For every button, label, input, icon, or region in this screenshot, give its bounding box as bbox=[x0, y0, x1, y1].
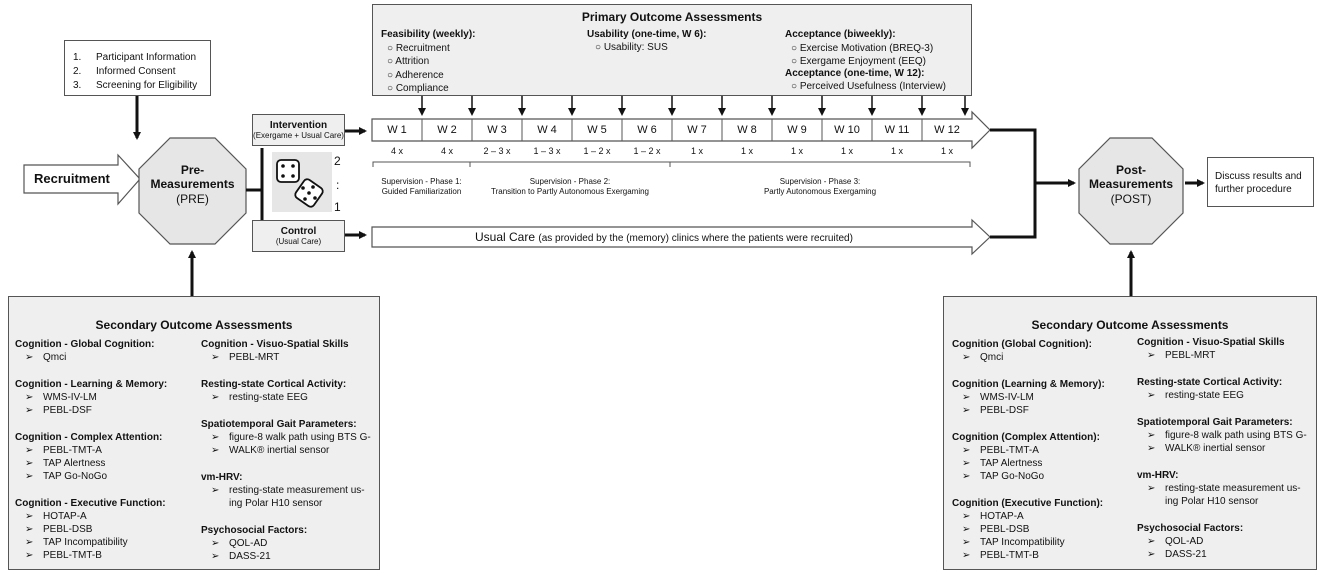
secondary-item: figure-8 walk path using BTS G- bbox=[229, 432, 371, 443]
control-box bbox=[252, 220, 345, 252]
secondary-item: TAP Alertness bbox=[43, 458, 106, 469]
pre-octagon bbox=[139, 138, 246, 244]
secondary-group-heading: Cognition (Complex Attention): bbox=[952, 432, 1100, 443]
control-label: Control bbox=[280, 226, 317, 237]
week-frequency: 1 x bbox=[690, 146, 703, 156]
discuss-results-label: Discuss results and further procedure bbox=[1215, 171, 1302, 195]
step-label: Participant Information bbox=[96, 52, 197, 63]
post-octagon bbox=[1079, 138, 1183, 244]
secondary-item: PEBL-DSB bbox=[980, 524, 1030, 535]
week-label: W 7 bbox=[687, 124, 707, 136]
bullet-arrow-icon: ➢ bbox=[962, 550, 971, 561]
secondary-item: TAP Alertness bbox=[980, 458, 1043, 469]
week-frequency: 1 – 2 x bbox=[583, 146, 611, 156]
secondary-item: HOTAP-A bbox=[43, 511, 87, 522]
phase-2-label: Supervision - Phase 2: Transition to Partly Autonomous Exergaming bbox=[490, 177, 649, 196]
bullet-arrow-icon: ➢ bbox=[25, 524, 34, 535]
secondary-item: PEBL-DSF bbox=[43, 405, 92, 416]
secondary-title-left: Secondary Outcome Assessments bbox=[95, 318, 293, 332]
bullet-arrow-icon: ➢ bbox=[25, 458, 34, 469]
step-number: 2. bbox=[73, 66, 82, 77]
pre-measurements-sub: (PRE) bbox=[176, 192, 209, 206]
week-label: W 2 bbox=[437, 124, 457, 136]
secondary-group-heading: Cognition (Executive Function): bbox=[952, 498, 1104, 509]
secondary-group-heading: Resting-state Cortical Activity: bbox=[1137, 377, 1283, 388]
week-label: W 8 bbox=[737, 124, 757, 136]
secondary-item: resting-state EEG bbox=[229, 392, 308, 403]
week-frequency: 1 x bbox=[740, 146, 753, 156]
week-label: W 11 bbox=[884, 124, 910, 136]
bullet-arrow-icon: ➢ bbox=[211, 445, 220, 456]
intervention-box bbox=[252, 114, 345, 146]
secondary-item: PEBL-TMT-A bbox=[980, 445, 1039, 456]
bullet-arrow-icon: ➢ bbox=[211, 432, 220, 443]
primary-outcome-box bbox=[372, 4, 972, 96]
week-label: W 3 bbox=[487, 124, 507, 136]
secondary-item: HOTAP-A bbox=[980, 511, 1024, 522]
usability-heading: Usability (one-time, W 6): bbox=[587, 29, 707, 40]
recruitment-label: Recruitment bbox=[34, 171, 110, 186]
feasibility-heading: Feasibility (weekly): bbox=[381, 29, 476, 40]
bullet-arrow-icon: ➢ bbox=[25, 511, 34, 522]
secondary-group-heading: Cognition - Visuo-Spatial Skills bbox=[1137, 337, 1285, 348]
bullet-arrow-icon: ➢ bbox=[25, 352, 34, 363]
feasibility-list: ○ Recruitment ○ Attrition ○ Adherence ○ Compliance bbox=[387, 43, 450, 95]
secondary-group-heading: Resting-state Cortical Activity: bbox=[201, 379, 347, 390]
phase-3-label: Supervision - Phase 3: Partly Autonomous Exergaming bbox=[763, 177, 877, 196]
secondary-item: TAP Go-NoGo bbox=[43, 471, 108, 482]
week-frequency: 1 x bbox=[790, 146, 803, 156]
bullet-arrow-icon: ➢ bbox=[1147, 390, 1156, 401]
acceptance-biweekly-list: ○ Exercise Motivation (BREQ-3) ○ Exergame Enjoyment (EEQ) bbox=[791, 43, 934, 68]
bullet-arrow-icon: ➢ bbox=[211, 485, 220, 496]
secondary-outcome-box-right bbox=[943, 296, 1317, 570]
secondary-item: TAP Go-NoGo bbox=[980, 471, 1045, 482]
bullet-arrow-icon: ➢ bbox=[962, 511, 971, 522]
bullet-arrow-icon: ➢ bbox=[1147, 350, 1156, 361]
secondary-outcome-box-left bbox=[8, 296, 380, 570]
usability-list: ○ Usability: SUS bbox=[595, 42, 668, 53]
secondary-group-heading: Spatiotemporal Gait Parameters: bbox=[201, 419, 357, 430]
week-label: W 1 bbox=[387, 124, 407, 136]
secondary-item: QOL-AD bbox=[1165, 536, 1204, 547]
secondary-item: resting-state EEG bbox=[1165, 390, 1244, 401]
week-frequency: 1 x bbox=[840, 146, 853, 156]
secondary-item: WMS-IV-LM bbox=[43, 392, 97, 403]
secondary-item: WALK® inertial sensor bbox=[229, 445, 330, 456]
secondary-group-heading: vm-HRV: bbox=[1137, 470, 1179, 481]
secondary-item: TAP Incompatibility bbox=[980, 537, 1065, 548]
secondary-group-heading: Cognition (Learning & Memory): bbox=[952, 379, 1105, 390]
bullet-arrow-icon: ➢ bbox=[962, 458, 971, 469]
secondary-group-heading: Psychosocial Factors: bbox=[1137, 523, 1244, 534]
week-frequency: 4 x bbox=[390, 146, 403, 156]
secondary-item: PEBL-TMT-B bbox=[43, 550, 102, 561]
secondary-group-heading: Cognition (Global Cognition): bbox=[952, 339, 1092, 350]
secondary-group-heading: Cognition - Global Cognition: bbox=[15, 339, 155, 350]
step-number: 1. bbox=[73, 52, 82, 63]
week-frequency: 4 x bbox=[440, 146, 453, 156]
bullet-arrow-icon: ➢ bbox=[25, 471, 34, 482]
bullet-arrow-icon: ➢ bbox=[1147, 536, 1156, 547]
secondary-group-heading: Cognition - Visuo-Spatial Skills bbox=[201, 339, 349, 350]
secondary-item: PEBL-MRT bbox=[229, 352, 280, 363]
week-label: W 9 bbox=[787, 124, 807, 136]
secondary-item: PEBL-DSB bbox=[43, 524, 93, 535]
secondary-item: ing Polar H10 sensor bbox=[229, 498, 323, 509]
secondary-item: DASS-21 bbox=[229, 551, 271, 562]
bullet-arrow-icon: ➢ bbox=[25, 550, 34, 561]
bullet-arrow-icon: ➢ bbox=[211, 352, 220, 363]
secondary-item: figure-8 walk path using BTS G- bbox=[1165, 430, 1307, 441]
secondary-group-heading: Spatiotemporal Gait Parameters: bbox=[1137, 417, 1293, 428]
secondary-item: TAP Incompatibility bbox=[43, 537, 128, 548]
pre-measurements-title: Pre- Measurements bbox=[150, 163, 235, 191]
acceptance-biweekly-heading: Acceptance (biweekly): bbox=[785, 29, 896, 40]
discuss-results-box bbox=[1207, 157, 1314, 207]
week-frequency: 2 – 3 x bbox=[483, 146, 511, 156]
bullet-arrow-icon: ➢ bbox=[1147, 549, 1156, 560]
acceptance-onetime-list: ○ Perceived Usefulness (Interview) bbox=[791, 81, 946, 92]
secondary-group-heading: Psychosocial Factors: bbox=[201, 525, 308, 536]
bullet-arrow-icon: ➢ bbox=[962, 392, 971, 403]
bullet-arrow-icon: ➢ bbox=[211, 551, 220, 562]
bullet-arrow-icon: ➢ bbox=[25, 405, 34, 416]
ratio-colon: : bbox=[336, 178, 340, 192]
secondary-group-heading: Cognition - Executive Function: bbox=[15, 498, 166, 509]
week-label: W 5 bbox=[587, 124, 607, 136]
secondary-item: PEBL-TMT-B bbox=[980, 550, 1039, 561]
secondary-item: QOL-AD bbox=[229, 538, 268, 549]
ratio-2: 2 bbox=[334, 154, 341, 168]
acceptance-onetime-heading: Acceptance (one-time, W 12): bbox=[785, 68, 925, 79]
step-label: Informed Consent bbox=[96, 66, 176, 77]
week-frequency: 1 – 2 x bbox=[633, 146, 661, 156]
secondary-title-right: Secondary Outcome Assessments bbox=[1031, 318, 1229, 332]
secondary-item: WMS-IV-LM bbox=[980, 392, 1034, 403]
step-number: 3. bbox=[73, 80, 82, 91]
phase-1-label: Supervision - Phase 1: Guided Familiarization bbox=[381, 177, 462, 196]
bullet-arrow-icon: ➢ bbox=[962, 352, 971, 363]
bullet-arrow-icon: ➢ bbox=[962, 524, 971, 535]
secondary-item: Qmci bbox=[43, 352, 67, 363]
week-frequency: 1 x bbox=[890, 146, 903, 156]
intervention-label: Intervention bbox=[269, 120, 328, 131]
secondary-group-heading: Cognition - Complex Attention: bbox=[15, 432, 163, 443]
week-label: W 4 bbox=[537, 124, 557, 136]
bullet-arrow-icon: ➢ bbox=[25, 445, 34, 456]
week-label: W 12 bbox=[934, 124, 960, 136]
ratio-1: 1 bbox=[334, 200, 341, 214]
secondary-item: PEBL-MRT bbox=[1165, 350, 1216, 361]
secondary-item: PEBL-DSF bbox=[980, 405, 1029, 416]
bullet-arrow-icon: ➢ bbox=[962, 537, 971, 548]
bullet-arrow-icon: ➢ bbox=[211, 392, 220, 403]
enrolment-steps-box bbox=[64, 40, 211, 96]
primary-outcome-title: Primary Outcome Assessments bbox=[581, 10, 763, 24]
secondary-item: Qmci bbox=[980, 352, 1004, 363]
usual-care-label: Usual Care (as provided by the (memory) clinics where the patients were recruited) bbox=[475, 230, 853, 244]
bullet-arrow-icon: ➢ bbox=[25, 537, 34, 548]
bullet-arrow-icon: ➢ bbox=[962, 471, 971, 482]
bullet-arrow-icon: ➢ bbox=[962, 405, 971, 416]
week-label: W 6 bbox=[637, 124, 657, 136]
secondary-item: ing Polar H10 sensor bbox=[1165, 496, 1259, 507]
secondary-item: DASS-21 bbox=[1165, 549, 1207, 560]
intervention-sub: (Exergame + Usual Care) bbox=[253, 131, 344, 140]
secondary-group-heading: Cognition - Learning & Memory: bbox=[15, 379, 168, 390]
secondary-item: resting-state measurement us- bbox=[229, 485, 365, 496]
week-label: W 10 bbox=[834, 124, 860, 136]
secondary-group-heading: vm-HRV: bbox=[201, 472, 243, 483]
bullet-arrow-icon: ➢ bbox=[25, 392, 34, 403]
secondary-item: resting-state measurement us- bbox=[1165, 483, 1301, 494]
bullet-arrow-icon: ➢ bbox=[1147, 443, 1156, 454]
week-frequency: 1 x bbox=[940, 146, 953, 156]
step-label: Screening for Eligibility bbox=[96, 80, 198, 91]
control-sub: (Usual Care) bbox=[275, 237, 322, 246]
week-frequency: 1 – 3 x bbox=[533, 146, 561, 156]
bullet-arrow-icon: ➢ bbox=[211, 538, 220, 549]
bullet-arrow-icon: ➢ bbox=[1147, 430, 1156, 441]
bullet-arrow-icon: ➢ bbox=[1147, 483, 1156, 494]
secondary-item: PEBL-TMT-A bbox=[43, 445, 102, 456]
secondary-item: WALK® inertial sensor bbox=[1165, 443, 1266, 454]
post-measurements-sub: (POST) bbox=[1110, 192, 1152, 206]
post-measurements-title: Post- Measurements bbox=[1088, 163, 1174, 191]
bullet-arrow-icon: ➢ bbox=[962, 445, 971, 456]
